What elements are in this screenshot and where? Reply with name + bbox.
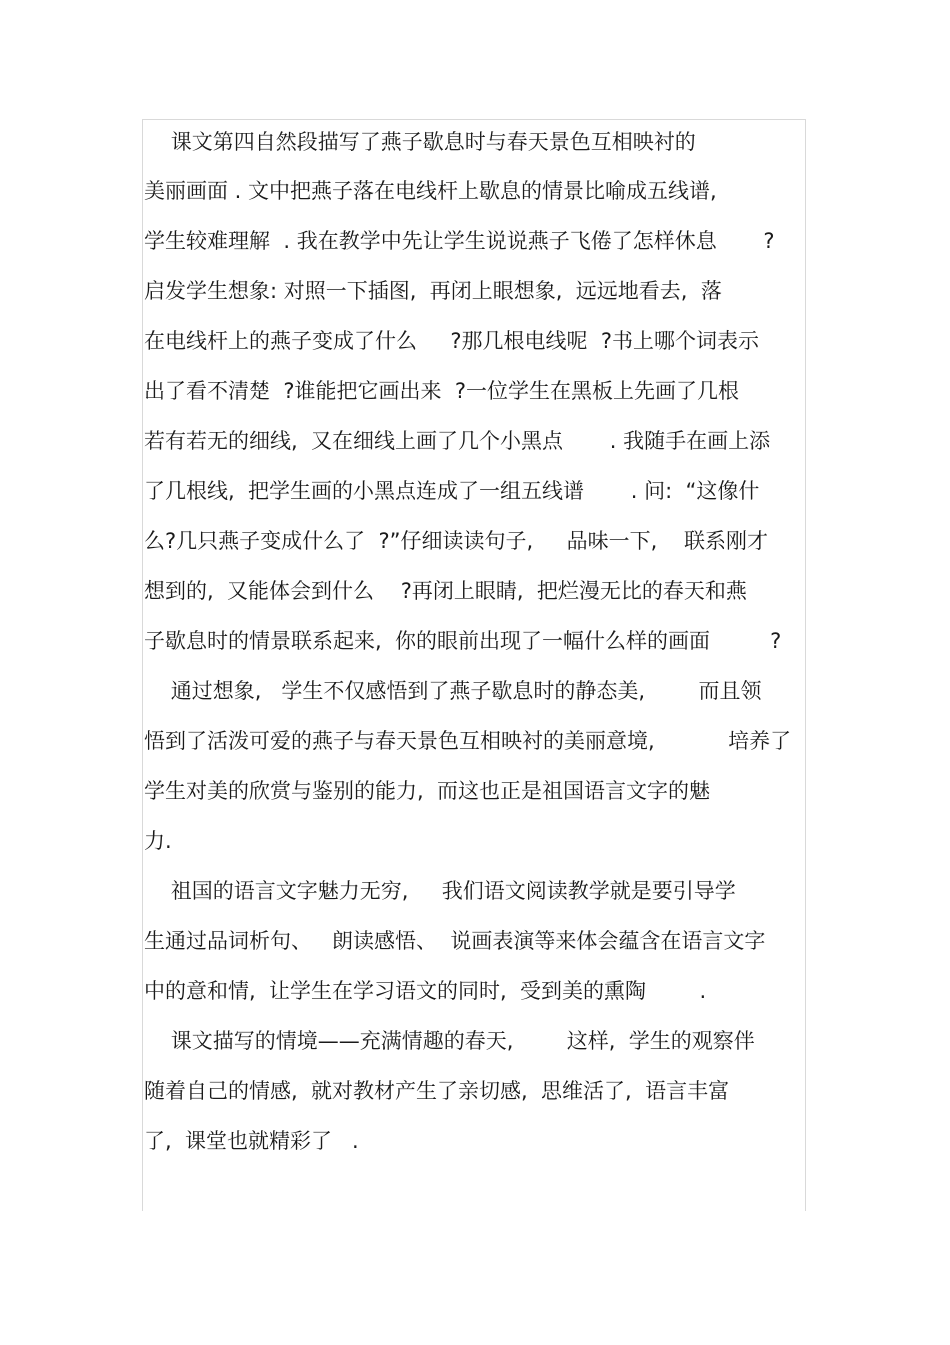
text-line-7: 若有若无的细线, 又在细线上画了几个小黑点 . 我随手在画上添 [144,429,771,453]
text-line-4: 启发学生想象: 对照一下插图, 再闭上眼想象, 远远地看去, 落 [144,279,722,303]
text-line-17: 生通过品词析句、 朗读感悟、 说画表演等来体会蕴含在语言文字 [144,929,766,953]
text-line-3: 学生较难理解 . 我在教学中先让学生说说燕子飞倦了怎样休息 ? [144,229,775,253]
text-line-1: 课文第四自然段描写了燕子歇息时与春天景色互相映衬的 [144,130,696,154]
text-line-9: 么?几只燕子变成什么了 ?”仔细读读句子, 品味一下, 联系刚才 [144,529,768,553]
text-line-8: 了几根线, 把学生画的小黑点连成了一组五线谱 . 问: “这像什 [144,479,760,503]
text-line-20: 随着自己的情感, 就对教材产生了亲切感, 思维活了, 语言丰富 [144,1079,730,1103]
text-line-16: 祖国的语言文字魅力无穷, 我们语文阅读教学就是要引导学 [144,879,736,903]
text-line-11: 子歇息时的情景联系起来, 你的眼前出现了一幅什么样的画面 ? [144,629,782,653]
text-line-14: 学生对美的欣赏与鉴别的能力, 而这也正是祖国语言文字的魅 [144,779,711,803]
text-line-12: 通过想象, 学生不仅感悟到了燕子歇息时的静态美, 而且领 [144,679,762,703]
text-line-13: 悟到了活泼可爱的燕子与春天景色互相映衬的美丽意境, 培养了 [144,729,792,753]
text-line-6: 出了看不清楚 ?谁能把它画出来 ?一位学生在黑板上先画了几根 [144,379,739,403]
text-line-15: 力. [144,829,172,853]
text-line-5: 在电线杆上的燕子变成了什么 ?那几根电线呢 ?书上哪个词表示 [144,329,760,353]
text-line-19: 课文描写的情境——充满情趣的春天, 这样, 学生的观察伴 [144,1029,755,1053]
text-line-2: 美丽画面 . 文中把燕子落在电线杆上歇息的情景比喻成五线谱, [144,179,717,203]
text-line-18: 中的意和情, 让学生在学习语文的同时, 受到美的熏陶 . [144,979,707,1003]
text-line-21: 了, 课堂也就精彩了 . [144,1129,359,1153]
text-line-10: 想到的, 又能体会到什么 ?再闭上眼睛, 把烂漫无比的春天和燕 [144,579,747,603]
